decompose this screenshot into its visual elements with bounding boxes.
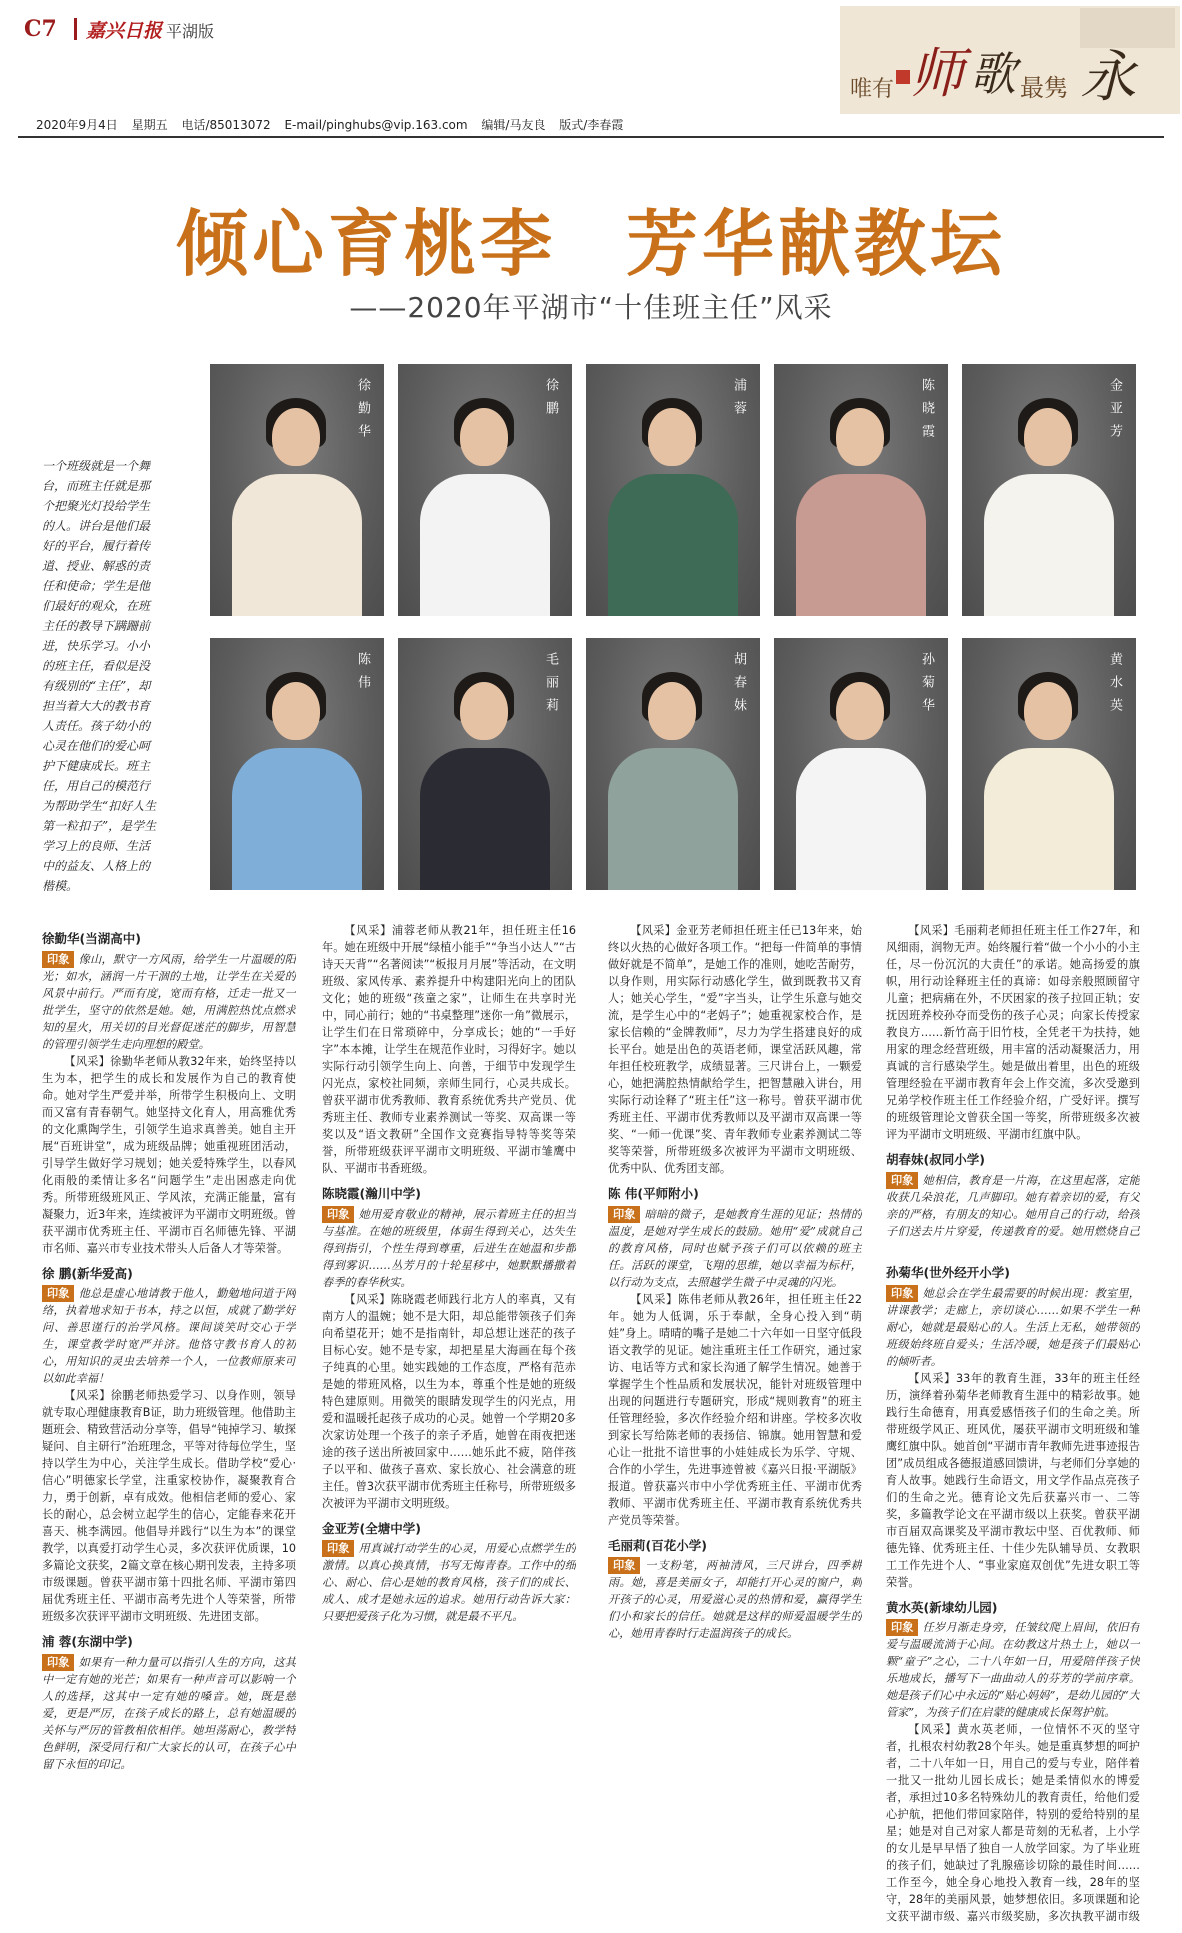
portrait-outfit — [420, 748, 550, 890]
impression-tag: 印象 — [42, 1285, 74, 1302]
impression-text: 暗暗的微子，是她教育生涯的见证；热情的温度，是她对学生成长的鼓励。她用“爱”成就自己的教育风格，同时也赋予孩子们可以依赖的班主任。活跃的课堂，飞翔的思维，她以幸福为标杆，以行动为支点，去照越学生微子中灵魂的闪光。 — [608, 1207, 862, 1289]
teacher-photo — [210, 638, 384, 890]
teacher-photo — [398, 364, 572, 616]
profile-paragraph: 【风采】金亚芳老师担任班主任已13年来，始终以火热的心做好各项工作。“把每一件简单的事情做好就是不简单”，是她工作的准则，她吃苦耐劳，以身作则，用实际行动感化学生，做到既教书又育人；她关心学生，“爱”字当头，让学生乐意与她交流，是学生心中的“老妈子”；她重视家校合作，是家长信赖的“金牌教师”，尽力为学生搭建良好的成长平台。她是出色的英语老师，课堂活跃风趣，常年担任校班教学，成绩显著。三尺讲台上，一颗爱心，她把满腔热情献给学生，把智慧融入讲台，用实际行动诠释了“班主任”这一称号。曾获平湖市优秀班主任、平湖市优秀教师以及平湖市双高课一等奖、“一师一优课”奖、青年教师专业素养测试二等奖等荣誉，所带班级多次被评为平湖市文明班级、优秀中队、优秀团支部。 — [608, 924, 862, 1175]
teacher-name-label: 徐勤华 — [355, 378, 370, 447]
article-column-3 — [608, 922, 862, 1922]
header-calligraphy-art — [720, 0, 1180, 120]
paper-name: 嘉兴日报 — [86, 20, 163, 42]
header-rule — [18, 136, 1164, 138]
impression-tag: 印象 — [42, 1654, 74, 1671]
art-char-4: 最隽 — [1020, 74, 1068, 102]
portrait-face — [836, 408, 884, 466]
impression-paragraph — [886, 1285, 1140, 1370]
portrait-face — [1024, 682, 1072, 740]
portrait-face — [1024, 408, 1072, 466]
headline-part-2: 芳华献教坛 — [626, 202, 1007, 286]
portrait-face — [836, 682, 884, 740]
portrait-outfit — [420, 474, 550, 616]
headline — [0, 186, 1182, 290]
portrait-face — [460, 682, 508, 740]
teacher-name-label: 毛丽莉 — [543, 652, 558, 721]
impression-text: 他总是虚心地请教于他人，勤勉地问道于网络，执着地求知于书本，持之以恒，成就了勤学好问、善思谨行的治学风格。课间谈笑时交心于学生，课堂教学时宽严并济。他恪守教书育人的初心，用知识的灵虫去培养一个人，一位教师原来可以如此幸福！ — [42, 1287, 296, 1386]
teacher-name-label: 胡春妹 — [731, 652, 746, 721]
article-heading: 陈 伟(平师附小) — [608, 1186, 699, 1201]
header-metaline — [36, 116, 633, 133]
profile-paragraph: 【风采】徐勤华老师从教32年来，始终坚持以生为本，把学生的成长和发展作为自己的教育使命。她对学生严爱并举，所带学生积极向上、文明而又富有青春朝气。她坚持文化育人，用高雅优秀的文化熏陶学生，引领学生追求真善美。她自主开展“百班讲堂”，成为班级品牌；她重视班团活动，引导学生做好学习规划；她关爱特殊学生，以春风化雨般的柔情让多名“问题学生”走出困惑走向优秀。所带班级班风正、学风浓，充满正能量，富有凝聚力，近3年来，连续被评为平湖市文明班级。曾获平湖市优秀班主任、平湖市百名师德先锋、平湖市名师、嘉兴市专业技术带头人后备人才等荣誉。 — [42, 1054, 296, 1255]
impression-text: 如果有一种力量可以指引人生的方向，这其中一定有她的光芒；如果有一种声音可以影响一个人的选择，这其中一定有她的嗓音。她，既是慈爱，更是严厉，在孩子成长的路上，总有她温暖的关怀与严厉的管教相依相伴。她坦荡耐心，教学特色鲜明，深受同行和广大家长的认可，在孩子心中留下永恒的印记。 — [42, 1655, 296, 1771]
portrait-face — [460, 408, 508, 466]
article-heading: 金亚芳(全塘中学) — [322, 1520, 421, 1536]
portrait-outfit — [984, 474, 1114, 616]
portrait-face — [648, 682, 696, 740]
impression-tag: 印象 — [886, 1285, 918, 1302]
teacher-photo — [774, 364, 948, 616]
teacher-photo — [774, 638, 948, 890]
article-heading: 徐勤华(当湖高中) — [42, 931, 141, 946]
teacher-name-label: 黄水英 — [1107, 652, 1122, 721]
impression-text: 任岁月渐走身旁，任皱纹爬上眉间，依旧有爱与温暖流淌于心间。在幼教这片热土上，她以一颗“童子”之心，二十八年如一日，用爱陪伴孩子快乐地成长，播写下一曲曲动人的芬芳的学前序章。她是孩子们心中永远的“贴心妈妈”，是幼儿园的“大管家”，为孩子们在启蒙的健康成长保驾护航。 — [886, 1621, 1140, 1720]
portrait-outfit — [608, 748, 738, 890]
article-column-2 — [322, 922, 576, 1922]
teacher-name-label: 徐鹏 — [543, 378, 558, 424]
impression-text: 她用爱育敬业的精神，展示着班主任的担当与基准。在她的班级里，体弱生得到关心，达失生得到指引，个性生得到尊重，后进生在她温和步都得到雾识……丛芳月的十轮星移中，她默默播撒着春季的春华秋实。 — [322, 1207, 576, 1289]
issue-date: 2020年9月4日 — [36, 118, 118, 132]
impression-text: 一支粉笔，两袖清风，三尺讲台，四季耕雨。她，喜是美丽女子，却能打开心灵的窗户，刺开孩子的心灵，用爱滋心灵的热情和爱，赢得学生们小和家长的信任。她就是这样的师爱温暖学生的心，她用青春时行走温润孩子的成长。 — [608, 1559, 862, 1641]
teacher-name-label: 陈晓霞 — [919, 378, 934, 447]
article-heading: 陈晓霞(瀚川中学) — [322, 1186, 421, 1201]
profile-paragraph: 【风采】毛丽莉老师担任班主任工作27年，和风细雨，润物无声。始终履行着“做一个小小的小主任，尽一份沉沉的大责任”的承诺。她高扬爱的旗帜，用行动诠释班主任的真谛：如母亲般照顾留守儿童；把病痛在外，不厌困家的孩子拉回正轨；安抚因班养校孙夺而受伤的孩子心灵；向家长传授家教良方……新竹高于旧竹枝，全凭老干为扶持，她用家的理念经营班级，用丰富的活动凝聚活力，用真诚的言行感染学生。她是做出着里，出色的班级管理经验在平湖市教育年会上作交流，多次受邀到兄弟学校作班主任工作经验介绍，广受好评。撰写的班级管理论文曾获全国一等奖，所带班级多次被评为平湖市文明班级、平湖市红旗中队。 — [886, 924, 1140, 1141]
page-number: C7 — [24, 16, 57, 42]
teacher-photo — [398, 638, 572, 890]
portrait-outfit — [796, 474, 926, 616]
impression-paragraph — [608, 1557, 862, 1642]
article-heading: 浦 蓉(东湖中学) — [42, 1634, 133, 1650]
impression-tag: 印象 — [608, 1206, 640, 1223]
impression-tag: 印象 — [42, 951, 74, 968]
teacher-photo — [210, 364, 384, 616]
impression-paragraph — [608, 1206, 862, 1291]
portrait-outfit — [984, 748, 1114, 890]
teacher-photo — [586, 638, 760, 890]
designer-credit: 版式/李春霞 — [559, 118, 624, 132]
profile-paragraph: 【风采】徐鹏老师热爱学习、以身作则，领导就专取心理健康教育B证，助力班级管理。他借助主题班会、精致营活动分享等，倡导“钝掉学习、敏探疑问、自主研行”治班理念，平等对待每位学生，坚持以学生为中心，关注学生成长。借助学校“爱心·信心”明德家长学堂，注重家校协作，凝聚教育合力，勇于创新，卓有成效。他相信老师的爱心、家长的耐心，总会树立起学生的信心，定能春来花开喜天、桃李满园。他倡导并践行“以生为本”的课堂教学，以真爱打动学生心灵，多次获评优质课，10多篇论文获奖，2篇文章在核心期刊发表，主持多项市级课题。曾获平湖市第十四批名师、平湖市第四届优秀班主任、平湖市高考先进个人等荣誉，所带班级多次获评平湖市文明班级、先进团支部。 — [42, 1389, 296, 1624]
impression-paragraph — [42, 951, 296, 1053]
portrait-face — [272, 408, 320, 466]
profile-paragraph: 【风采】浦蓉老师从教21年，担任班主任16年。她在班级中开展“绿植小能手”“争当小达人”“古诗天天背”“名著阅读”“板报月月展”等活动，在文明班级、家风传承、素养提升中构建阳光向上的团队文化；她的班级“孩童之家”，让师生在共享时光中，同心前行；她的“书桌整理”迷你一角”微展示，让学生们在日常琐碎中，分享成长；她的“一手好字”本本摊，让学生在规范作业时，习得好字。她以实际行动引领学生向上、向善，于细节中发现学生闪光点，家校社同频，亲师生同行，心灵共成长。曾获平湖市优秀教师、教育系统优秀共产党员、优秀班主任、教师专业素养测试一等奖、双高课一等奖以及“语文教研”全国作文竞赛指导特等奖等荣誉，所带班级获评平湖市文明班级、平湖市雏鹰中队、平湖市书香班级。 — [322, 924, 576, 1175]
art-char-3: 歌 — [970, 47, 1016, 101]
article-heading: 毛丽莉(百花小学) — [608, 1537, 707, 1553]
impression-tag: 印象 — [322, 1206, 354, 1223]
issue-weekday: 星期五 — [131, 118, 168, 132]
article-column-5 — [886, 1256, 1140, 1926]
teacher-name-label: 浦蓉 — [731, 378, 746, 424]
teacher-photo — [962, 638, 1136, 890]
headline-subtitle: ——2020年平湖市“十佳班主任”风采 — [349, 291, 833, 324]
article-heading: 胡春妹(叔同小学) — [886, 1152, 985, 1167]
portrait-outfit — [232, 748, 362, 890]
impression-tag: 印象 — [886, 1619, 918, 1636]
profile-paragraph: 【风采】黄水英老师，一位情怀不灭的坚守者，扎根农村幼教28个年头。她是重真梦想的呵护者，二十八年如一日，用自己的爱与专业，陪伴着一批又一批幼儿园长成长；她是柔情似水的博爱者，承担过10多名特殊幼儿的教育责任，给他们爱心护航，把他们带回家陪伴，特别的爱给特别的星星；她是对自己对家人都是苛刻的无私者，上小学的女儿是早早悟了独自一人放学回家。为了毕业班的孩子们，她缺过了乳腺癌诊切除的最佳时间……工作至今，她全身心地投入教育一线，28年的坚守，28年的美丽风景，她梦想依旧。多项课题和论文获平湖市级、嘉兴市级奖励，多次执教平湖市级 — [886, 1723, 1140, 1924]
art-char-5: 永 — [1080, 45, 1136, 110]
portrait-outfit — [796, 748, 926, 890]
impression-text: 她总会在学生最需要的时候出现：教室里，讲课教学；走廊上，亲切谈心……如果不学生一种耐心，她就是最贴心的人。生活上无私，她带领的班级始终班自爱头；生活冷暖，她是孩子们最贴心的倾听者。 — [886, 1286, 1140, 1368]
profile-paragraph: 【风采】陈伟老师从教26年，担任班主任22年。她为人低调，乐于奉献，全身心投入到“萌娃”身上。晴晴的嘴子是她二十六年如一日坚守低段语文教学的见证。她注重班主任工作研究，通过家访、电话等方式和家长沟通了解学生情况。她善于掌握学生个性品质和发展状况，能针对班级管理中出现的问题进行专题研究，形成“规则教育”的班主任管理经验，多次作经验介绍和讲座。学校多次收到家长写给陈老师的表扬信、锦旗。她用智慧和爱心让一批批不谙世事的小娃娃成长为乐学、守规、合作的小学生，先进事迹曾被《嘉兴日报·平湖版》报道。曾获嘉兴市中小学优秀班主任、平湖市优秀教师、平湖市优秀班主任、平湖市教育系统优秀共产党员等荣誉。 — [608, 1292, 862, 1527]
teacher-photo — [962, 364, 1136, 616]
edition-name: 平湖版 — [166, 22, 215, 41]
art-char-2: 师 — [910, 42, 964, 105]
teacher-name-label: 陈伟 — [355, 652, 370, 698]
impression-paragraph — [322, 1540, 576, 1625]
impression-text: 她相信，教育是一片海，在这里起落，定能收获几朵浪花，几声脚印。她有着亲切的爱，有父亲的严格，有朋友的知心。她用自己的行动，给孩子们送去片片穿爱，传递教育的爱。她用燃烧自己 — [886, 1173, 1140, 1238]
profile-paragraph: 【风采】33年的教育生涯，33年的班主任经历，演绎着孙菊华老师教育生涯中的精彩故事。她践行生命德育，用真爱感悟孩子们的生命之美。所带班级学风正、班风优，屡获平湖市文明班级和雏鹰红旗中队。她首创“平湖市青年教师先进事迹报告团”成员组成各德报道感回馈讲，与老师们分享她的育人故事。她践行生命语文，用文学作品点亮孩子们的生命之光。德育论文先后获嘉兴市一、二等奖，多篇教学论文在平湖市级以上获奖。曾获平湖市百届双高课奖及平湖市教坛中坚、百优教师、师德先锋、优秀班主任、十佳少先队辅导员、女教职工工作先进个人、“事业家庭双创优”先进女职工等荣誉。 — [886, 1371, 1140, 1589]
intro-text: 一个班级就是一个舞台，而班主任就是那个把聚光灯投给学生的人。讲台是他们最好的平台，履行着传道、授业、解惑的责任和使命；学生是他们最好的观众，在班主任的教导下蹒跚前进，快乐学习。小小的班主任，看似是没有级别的“主任”，却担当着大大的教书育人责任。孩子幼小的心灵在他们的爱心呵护下健康成长。班主任，用自己的模范行为帮助学生“扣好人生第一粒扣子”，是学生学习上的良师、生活中的益友、人格上的楷模。 — [42, 459, 157, 893]
impression-tag: 印象 — [608, 1557, 640, 1574]
teacher-name-label: 孙菊华 — [919, 652, 934, 721]
article-heading: 孙菊华(世外经开小学) — [886, 1265, 1010, 1280]
portrait-outfit — [232, 474, 362, 616]
impression-paragraph — [886, 1619, 1140, 1721]
teacher-photo — [586, 364, 760, 616]
editor-credit: 编辑/马友良 — [481, 118, 546, 132]
article-column-1 — [42, 922, 296, 1922]
impression-paragraph — [42, 1285, 296, 1387]
portrait-face — [648, 408, 696, 466]
impression-paragraph — [322, 1206, 576, 1291]
header-separator — [74, 18, 77, 40]
impression-tag: 印象 — [322, 1540, 354, 1557]
teacher-name-label: 金亚芳 — [1107, 378, 1122, 447]
contact-email: E-mail/pinghubs@vip.163.com — [284, 118, 468, 132]
impression-tag: 印象 — [886, 1172, 918, 1189]
impression-paragraph — [42, 1654, 296, 1773]
article-heading: 徐 鹏(新华爱高) — [42, 1265, 133, 1281]
impression-text: 像山，默守一方风雨，给学生一片温暖的阳光；如水，涵润一片干涸的土地，让学生在关爱的风景中前行。严而有度，宽而有格，迁走一批又一批学生，坚守的依然是她。她，用满腔热忱点燃求知的星火，用关切的目光督促迷茫的脚步，用智慧的管理引领学生走向理想的殿堂。 — [42, 952, 296, 1051]
portrait-outfit — [608, 474, 738, 616]
contact-phone: 电话/85013072 — [181, 118, 271, 132]
headline-part-1: 倾心育桃李 — [175, 202, 556, 286]
portrait-face — [272, 682, 320, 740]
article-heading: 黄水英(新埭幼儿园) — [886, 1599, 998, 1615]
article-column-4 — [886, 922, 1140, 1242]
art-char-1: 唯有 — [850, 77, 895, 102]
profile-paragraph: 【风采】陈晓霞老师践行北方人的率真，又有南方人的温婉；她不是大阳，却总能带领孩子们奔向希望花开；她不是指南针，却总想让迷茫的孩子目标心安。她不是专家，却把星星大海画在每个孩子纯真的心里。她实践她的工作态度，严格有范赤是她的带班风格，以生为本，尊重个性是她的班级特色建原则。用微笑的眼睛发现学生的闪光点，用爱和温暖托起孩子成功的心灵。她曾一个学期20多次家访处理一个孩子的亲子矛盾，她曾在雨夜把迷途的孩子送出所被回家中……她乐此不疲，陪伴孩子以平和、做孩子喜欢、家长放心、社会满意的班主任。曾3次获平湖市优秀班主任称号，所带班级多次被评为平湖市文明班级。 — [322, 1292, 576, 1510]
impression-text: 用真诚打动学生的心灵，用爱心点燃学生的激情。以真心换真情，书写无悔青春。工作中的细心、耐心、信心是她的教育风格，孩子们的成长、成人、成才是她永远的追求。她用行动告诉大家：只要把爱孩子化为习惯，就是最不平凡。 — [322, 1542, 576, 1624]
impression-paragraph — [886, 1172, 1140, 1242]
